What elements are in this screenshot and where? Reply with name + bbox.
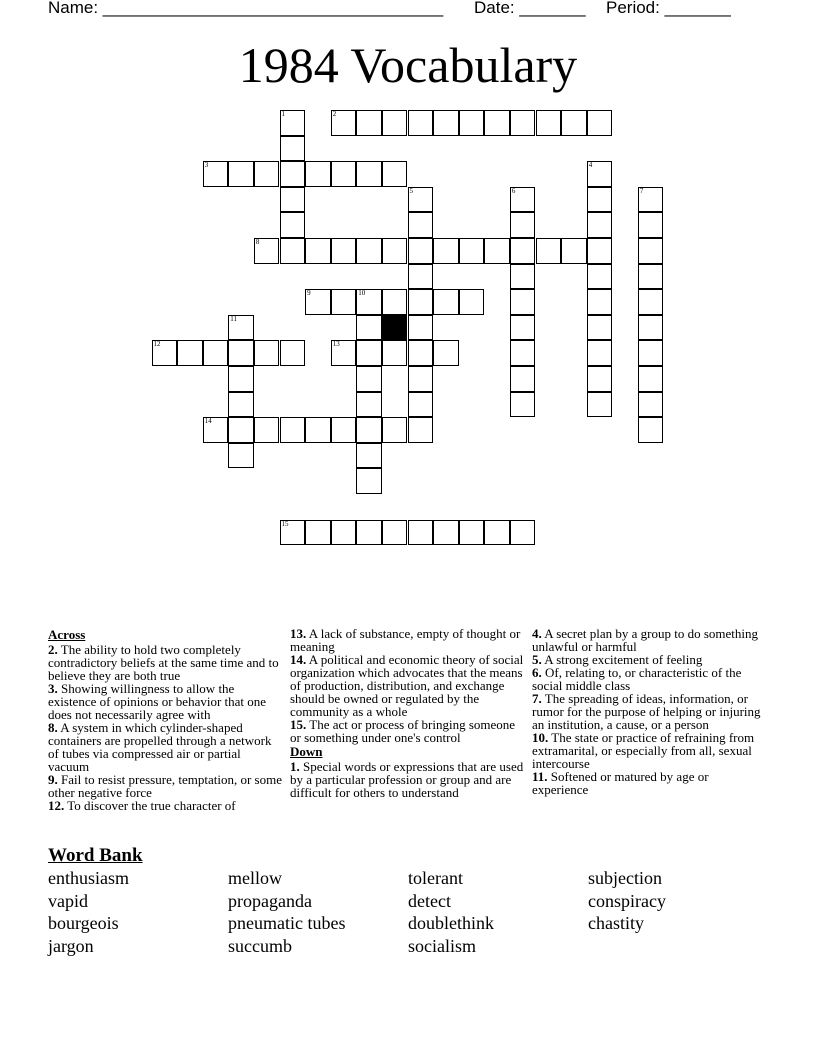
grid-cell[interactable] [408,110,434,136]
grid-cell[interactable] [228,366,254,392]
grid-cell[interactable] [561,110,587,136]
grid-cell[interactable] [382,289,408,315]
grid-cell[interactable] [331,417,357,443]
clue-number: 7 [639,186,644,195]
grid-cell[interactable] [331,289,357,315]
clue-item [290,760,526,799]
grid-cell[interactable] [280,520,306,546]
period-field[interactable]: Period: _______ [606,0,731,17]
clue-item [532,692,768,731]
clue-number: 15 [281,519,289,528]
grid-cell[interactable] [331,238,357,264]
clue-item [290,627,526,653]
grid-cell[interactable] [228,340,254,366]
grid-cell[interactable] [228,392,254,418]
grid-cell[interactable] [408,315,434,341]
grid-cell[interactable] [587,340,613,366]
grid-cell[interactable] [382,110,408,136]
word-bank-word: bourgeois [48,913,119,934]
grid-cell[interactable] [382,417,408,443]
grid-cell[interactable] [382,340,408,366]
grid-cell[interactable] [510,212,536,238]
clue-item [532,731,768,770]
grid-cell[interactable] [280,212,306,238]
grid-cell[interactable] [587,161,613,187]
clue-number: 12 [153,340,161,349]
clue-item-text: The act or process of bringing someone or something under one's control [290,717,516,745]
grid-cell[interactable] [305,417,331,443]
clue-item-number: 11. [532,769,548,784]
clue-item [532,627,768,653]
grid-cell[interactable] [228,161,254,187]
grid-cell[interactable] [510,392,536,418]
grid-cell[interactable] [408,520,434,546]
word-bank-word: propaganda [228,890,312,911]
grid-cell[interactable] [638,238,664,264]
grid-cell[interactable] [254,161,280,187]
clue-column-2 [290,627,526,799]
grid-cell[interactable] [331,340,357,366]
grid-cell[interactable] [356,392,382,418]
grid-cell[interactable] [484,520,510,546]
clue-item-number: 9. [48,772,58,787]
grid-cell[interactable] [177,340,203,366]
grid-cell[interactable] [228,417,254,443]
grid-cell[interactable] [638,366,664,392]
grid-cell[interactable] [408,366,434,392]
clue-number: 10 [358,289,366,298]
clue-item-number: 5. [532,652,542,667]
clue-item [532,666,768,692]
grid-cell[interactable] [510,340,536,366]
clue-item [48,643,284,682]
grid-cell[interactable] [228,443,254,469]
clue-column-1 [48,627,284,812]
grid-cell[interactable] [356,417,382,443]
clue-item-text: A system in which cylinder-shaped containers are propelled through a network of tubes via compressed air or partial vacuum [48,720,272,774]
grid-cell[interactable] [408,417,434,443]
grid-cell[interactable] [459,110,485,136]
grid-cell[interactable] [536,110,562,136]
grid-cell[interactable] [203,161,229,187]
grid-cell[interactable] [356,161,382,187]
grid-cell[interactable] [305,161,331,187]
clue-item-number: 6. [532,665,542,680]
clue-item [290,653,526,718]
grid-cell[interactable] [382,238,408,264]
word-bank-word: mellow [228,868,282,888]
clue-number: 9 [307,289,311,298]
grid-cell[interactable] [356,238,382,264]
grid-cell[interactable] [280,136,306,162]
clue-item-number: 10. [532,730,549,745]
clue-item [48,682,284,721]
clue-item-text: A secret plan by a group to do something unlawful or harmful [532,626,759,654]
grid-cell[interactable] [356,315,382,341]
grid-cell[interactable] [587,315,613,341]
clue-item-number: 7. [532,691,542,706]
clue-number: 14 [204,417,212,426]
word-bank-word: succumb [228,936,292,957]
grid-cell[interactable] [305,520,331,546]
grid-cell[interactable] [408,289,434,315]
grid-cell[interactable] [356,366,382,392]
grid-cell[interactable] [203,417,229,443]
clue-item-text: The state or practice of refraining from extramarital, or especially from all, sexual intercourse [532,730,755,771]
grid-cell[interactable] [510,187,536,213]
clue-item-text: A strong excitement of feeling [541,652,703,667]
word-bank-word: tolerant [408,868,463,888]
word-bank-word: doublethink [408,913,494,934]
grid-cell[interactable] [638,212,664,238]
grid-cell[interactable] [382,520,408,546]
word-bank-word: jargon [48,936,94,957]
grid-cell[interactable] [638,187,664,213]
grid-cell[interactable] [203,340,229,366]
word-bank-title: Word Bank [48,845,143,866]
grid-cell[interactable] [408,392,434,418]
clue-item-number: 8. [48,720,58,735]
grid-cell[interactable] [484,110,510,136]
grid-cell[interactable] [331,520,357,546]
clue-item-number: 15. [290,717,307,732]
grid-cell[interactable] [484,238,510,264]
word-bank-word: vapid [48,890,88,911]
clue-item-number: 4. [532,626,542,641]
grid-cell[interactable] [254,417,280,443]
clue-item-text: Softened or matured by age or experience [532,769,709,797]
grid-cell[interactable] [587,264,613,290]
clue-item [48,773,284,799]
clue-item-text: A lack of substance, empty of thought or meaning [290,626,521,654]
grid-cell[interactable] [356,289,382,315]
clue-item [290,718,526,744]
clue-item-text: The spreading of ideas, information, or rumor for the purpose of helping or injuring an institution, a cause, or a person [532,691,761,732]
clue-item-text: Fail to resist pressure, temptation, or some other negative force [48,772,282,800]
clue-item-text: A political and economic theory of social organization which advocates that the means of production, distribution, and exchange should be owned or regulated by the community as a whole [290,652,524,719]
clue-item-number: 12. [48,798,65,813]
grid-cell[interactable] [587,110,613,136]
grid-cell[interactable] [305,289,331,315]
grid-cell[interactable] [433,520,459,546]
clue-heading-down: Down [290,744,323,759]
grid-cell[interactable] [382,161,408,187]
clue-item-text: The ability to hold two completely contradictory beliefs at the same time and to believe they are both true [48,642,279,683]
page-title: 1984 Vocabulary [238,37,578,93]
grid-cell[interactable] [433,340,459,366]
grid-cell[interactable] [638,417,664,443]
clue-item-text: To discover the true character of [64,798,236,813]
grid-cell[interactable] [228,315,254,341]
grid-cell[interactable] [510,238,536,264]
clue-number: 1 [281,110,285,118]
name-field[interactable]: Name: ____________________________________ [48,0,444,17]
grid-cell[interactable] [459,289,485,315]
clue-item [532,770,768,796]
grid-cell[interactable] [510,315,536,341]
grid-cell[interactable] [408,264,434,290]
clue-item-number: 13. [290,626,307,641]
grid-cell[interactable] [587,392,613,418]
grid-cell[interactable] [510,264,536,290]
grid-cell[interactable] [587,187,613,213]
grid-cell[interactable] [459,238,485,264]
word-bank-word: socialism [408,936,476,957]
clue-item-text: Of, relating to, or characteristic of the social middle class [532,665,742,693]
grid-cell[interactable] [587,289,613,315]
date-field[interactable]: Date: _______ [474,0,586,17]
clue-number: 11 [230,314,238,323]
grid-cell[interactable] [331,110,357,136]
word-bank-word: subjection [588,868,662,888]
grid-cell[interactable] [587,238,613,264]
grid-cell[interactable] [408,340,434,366]
grid-cell[interactable] [331,161,357,187]
grid-cell[interactable] [280,417,306,443]
grid-cell[interactable] [254,340,280,366]
clue-item [48,799,284,812]
grid-cell[interactable] [638,264,664,290]
word-bank-word: chastity [588,913,644,934]
grid-cell[interactable] [408,212,434,238]
grid-cell[interactable] [638,392,664,418]
grid-cell[interactable] [433,110,459,136]
grid-cell[interactable] [356,468,382,494]
grid-cell[interactable] [638,289,664,315]
clue-item-number: 3. [48,681,58,696]
clue-item-number: 14. [290,652,307,667]
grid-cell[interactable] [254,238,280,264]
grid-cell[interactable] [356,340,382,366]
grid-cell[interactable] [433,289,459,315]
grid-cell[interactable] [356,520,382,546]
word-bank-word: conspiracy [588,890,666,911]
grid-cell[interactable] [510,520,536,546]
grid-cell[interactable] [587,212,613,238]
grid-cell[interactable] [408,187,434,213]
grid-cell[interactable] [510,289,536,315]
grid-cell[interactable] [356,443,382,469]
grid-cell[interactable] [280,161,306,187]
grid-cell[interactable] [280,238,306,264]
grid-cell[interactable] [561,238,587,264]
clue-item-number: 1. [290,759,300,774]
grid-cell[interactable] [638,340,664,366]
blocked-cell [382,315,408,341]
grid-cell[interactable] [280,340,306,366]
clue-item-number: 2. [48,642,58,657]
grid-cell[interactable] [536,238,562,264]
clue-number: 2 [332,110,337,118]
grid-cell[interactable] [510,110,536,136]
word-bank-word: pneumatic tubes [228,913,346,934]
clue-number: 8 [255,238,260,246]
clue-number: 5 [409,186,413,195]
grid-cell[interactable] [408,238,434,264]
clue-column-3 [532,627,768,796]
clue-item-text: Showing willingness to allow the existence of opinions or behavior that one does not necessarily agree with [48,681,267,722]
clue-number: 13 [332,340,340,349]
clue-heading-across: Across [48,627,86,642]
word-bank-word: detect [408,890,451,911]
clue-number: 4 [588,161,593,170]
grid-cell[interactable] [638,315,664,341]
grid-cell[interactable] [305,238,331,264]
clue-item-text: Special words or expressions that are used by a particular profession or group and are difficult for others to understand [290,759,524,800]
grid-cell[interactable] [280,187,306,213]
clue-number: 3 [204,161,209,170]
clue-number: 6 [511,186,516,195]
grid-cell[interactable] [510,366,536,392]
clue-item [48,721,284,773]
word-bank-word: enthusiasm [48,868,129,888]
grid-cell[interactable] [280,110,306,136]
grid-cell[interactable] [459,520,485,546]
grid-cell[interactable] [587,366,613,392]
grid-cell[interactable] [356,110,382,136]
grid-cell[interactable] [433,238,459,264]
grid-cell[interactable] [152,340,178,366]
